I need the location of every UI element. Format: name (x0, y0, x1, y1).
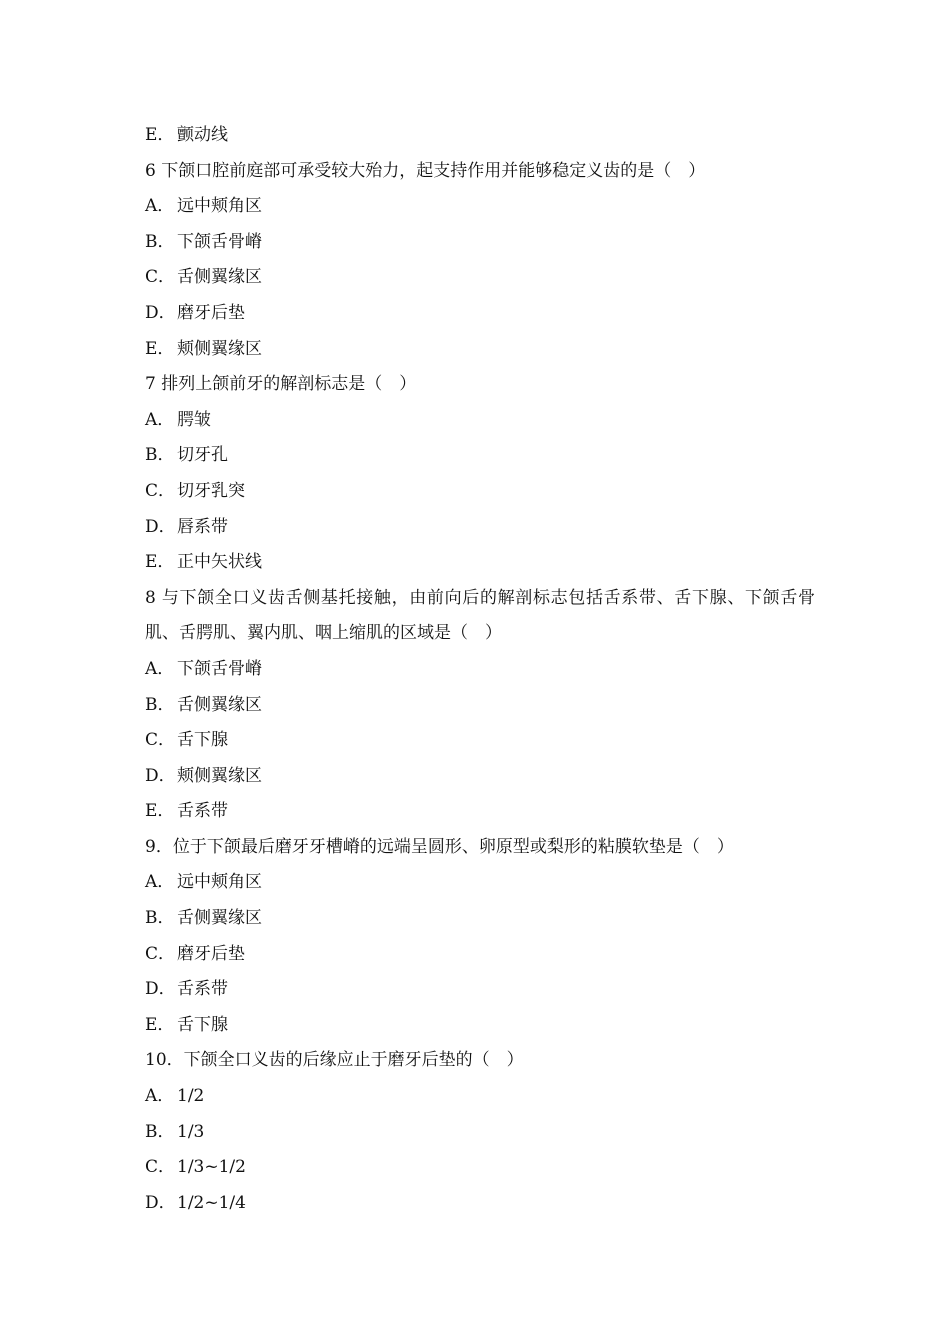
answer-option (145, 189, 815, 225)
answer-option (145, 1150, 815, 1186)
option-text: 1/3 (177, 1121, 205, 1142)
option-letter: C． (145, 480, 176, 501)
answer-option (145, 438, 815, 474)
option-letter: C． (145, 1157, 176, 1178)
option-letter: A． (145, 872, 175, 893)
option-letter: D． (145, 765, 176, 786)
answer-option (145, 865, 815, 901)
option-letter: E． (145, 338, 175, 359)
answer-option (145, 1079, 815, 1115)
option-text: 腭皱 (177, 409, 211, 430)
option-text: 1/3~1/2 (177, 1157, 246, 1178)
answer-option (145, 794, 815, 830)
answer-option (145, 1115, 815, 1151)
answer-option (145, 937, 815, 973)
answer-option (145, 403, 815, 439)
answer-option (145, 260, 815, 296)
option-text: 切牙孔 (177, 445, 228, 466)
option-letter: C． (145, 267, 176, 288)
option-text: 舌下腺 (177, 1014, 228, 1035)
question-stem: 7 排列上颌前牙的解剖标志是（ ） (145, 374, 417, 395)
option-letter: C． (145, 730, 176, 751)
option-text: 舌侧翼缘区 (177, 267, 262, 288)
question-list (145, 118, 815, 1221)
option-letter: A． (145, 196, 175, 217)
answer-option (145, 723, 815, 759)
option-letter: C． (145, 943, 176, 964)
option-text: 舌侧翼缘区 (177, 694, 262, 715)
answer-option (145, 332, 815, 368)
option-letter: B． (145, 908, 175, 929)
option-text: 颊侧翼缘区 (177, 338, 262, 359)
option-letter: A． (145, 658, 175, 679)
answer-option (145, 118, 815, 154)
option-text: 舌系带 (177, 979, 228, 1000)
answer-option (145, 545, 815, 581)
option-text: 远中颊角区 (177, 196, 262, 217)
option-letter: E． (145, 552, 175, 573)
answer-option (145, 474, 815, 510)
option-text: 舌下腺 (177, 730, 228, 751)
option-text: 1/2 (177, 1086, 205, 1107)
answer-option (145, 510, 815, 546)
option-text: 颤动线 (177, 125, 228, 145)
option-text: 磨牙后垫 (177, 302, 245, 323)
option-letter: D． (145, 302, 176, 323)
option-text: 唇系带 (177, 516, 228, 537)
option-letter: B． (145, 1121, 175, 1142)
option-text: 颊侧翼缘区 (177, 765, 262, 786)
answer-option (145, 901, 815, 937)
option-letter: E． (145, 801, 175, 822)
answer-option (145, 296, 815, 332)
answer-option (145, 759, 815, 795)
answer-option (145, 652, 815, 688)
answer-option (145, 688, 815, 724)
answer-option (145, 1186, 815, 1222)
answer-option (145, 972, 815, 1008)
option-text: 切牙乳突 (177, 480, 245, 501)
option-letter: D． (145, 979, 176, 1000)
option-letter: D． (145, 516, 176, 537)
option-letter: B． (145, 445, 175, 466)
option-letter: B． (145, 231, 175, 252)
answer-option (145, 225, 815, 261)
option-text: 1/2~1/4 (177, 1192, 246, 1213)
option-letter: D． (145, 1192, 176, 1213)
question-stem: 6 下颌口腔前庭部可承受较大殆力，起支持作用并能够稳定义齿的是（ ） (145, 160, 706, 181)
question-stem: 8 与下颌全口义齿舌侧基托接触，由前向后的解剖标志包括舌系带、舌下腺、下颌舌骨肌、舌腭肌、翼内肌、咽上缩肌的区域是（ ） (145, 587, 815, 644)
option-text: 舌系带 (177, 801, 228, 822)
option-letter: A． (145, 1086, 175, 1107)
question-stem: 10．下颌全口义齿的后缘应止于磨牙后垫的（ ） (145, 1050, 524, 1071)
option-text: 正中矢状线 (177, 552, 262, 573)
option-text: 磨牙后垫 (177, 943, 245, 964)
option-text: 下颌舌骨嵴 (177, 658, 262, 679)
option-letter: E． (145, 1014, 175, 1035)
option-letter: E． (145, 125, 175, 145)
option-letter: A． (145, 409, 175, 430)
option-text: 舌侧翼缘区 (177, 908, 262, 929)
option-text: 下颌舌骨嵴 (177, 231, 262, 252)
answer-option (145, 1008, 815, 1044)
question-stem: 9．位于下颌最后磨牙牙槽嵴的远端呈圆形、卵原型或梨形的粘膜软垫是（ ） (145, 836, 734, 857)
option-letter: B． (145, 694, 175, 715)
option-text: 远中颊角区 (177, 872, 262, 893)
